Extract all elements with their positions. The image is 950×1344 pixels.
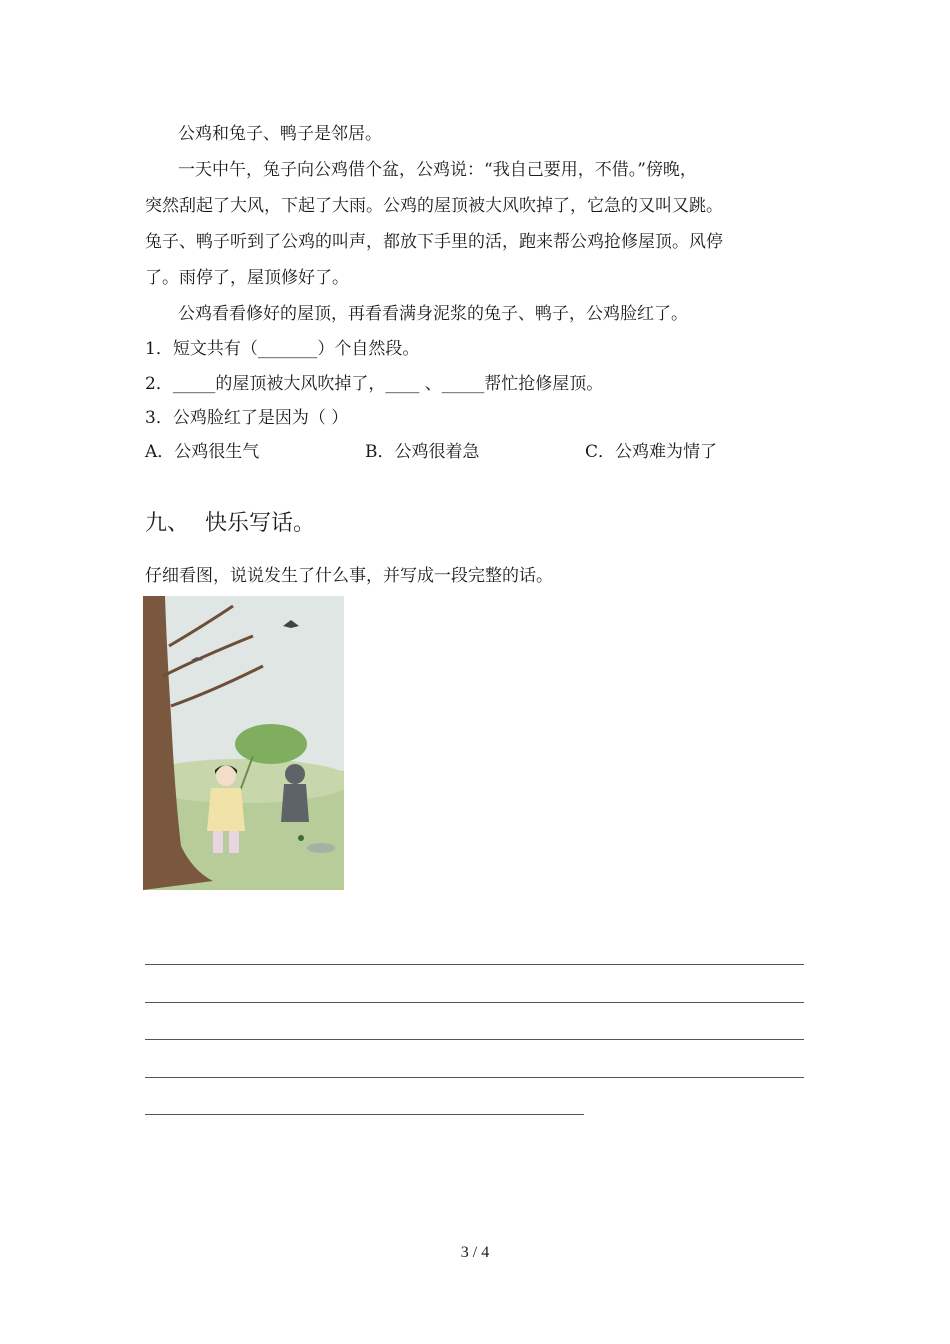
illustration-girl-under-leaf <box>143 596 344 890</box>
paragraph-2-line-2: 突然刮起了大风，下起了大雨。公鸡的屋顶被大风吹掉了，它急的又叫又跳。 <box>145 196 723 216</box>
girl-head <box>216 766 236 786</box>
section-title: 快乐写话。 <box>205 511 316 536</box>
writing-line[interactable] <box>145 1077 804 1078</box>
writing-line[interactable] <box>145 1002 804 1003</box>
paragraph-2-line-4: 了。雨停了，屋顶修好了。 <box>145 268 349 288</box>
paragraph-1: 公鸡和兔子、鸭子是邻居。 <box>178 124 382 144</box>
lotus-leaf-umbrella <box>235 724 307 764</box>
page-number: 3 / 4 <box>460 1244 490 1261</box>
question-3: 3．公鸡脸红了是因为（ ） <box>145 408 349 428</box>
writing-line[interactable] <box>145 964 804 965</box>
option-a: A．公鸡很生气 <box>145 442 260 462</box>
paragraph-2-line-1: 一天中午，兔子向公鸡借个盆，公鸡说：“我自己要用，不借。”傍晚， <box>178 160 697 180</box>
option-b: B．公鸡很着急 <box>365 442 480 462</box>
girl-coat <box>207 788 245 831</box>
writing-line[interactable] <box>145 1114 584 1115</box>
question-2: 2．_____的屋顶被大风吹掉了，____ 、_____帮忙抢修屋顶。 <box>145 374 604 394</box>
statue-head <box>285 764 305 784</box>
writing-line[interactable] <box>145 1039 804 1040</box>
paragraph-2-line-3: 兔子、鸭子听到了公鸡的叫声，都放下手里的活，跑来帮公鸡抢修屋顶。风停 <box>145 232 723 252</box>
section-number: 九、 <box>145 511 190 536</box>
stone <box>307 843 335 853</box>
section-instruction: 仔细看图，说说发生了什么事，并写成一段完整的话。 <box>145 566 553 586</box>
paragraph-3: 公鸡看看修好的屋顶，再看看满身泥浆的兔子、鸭子，公鸡脸红了。 <box>178 304 688 324</box>
section-heading <box>145 510 315 538</box>
frog-icon <box>298 835 304 841</box>
question-1: 1．短文共有（_______）个自然段。 <box>145 339 420 359</box>
girl-leg <box>213 831 223 853</box>
stone-statue <box>281 784 309 822</box>
option-c: C．公鸡难为情了 <box>585 442 718 462</box>
girl-leg <box>229 831 239 853</box>
